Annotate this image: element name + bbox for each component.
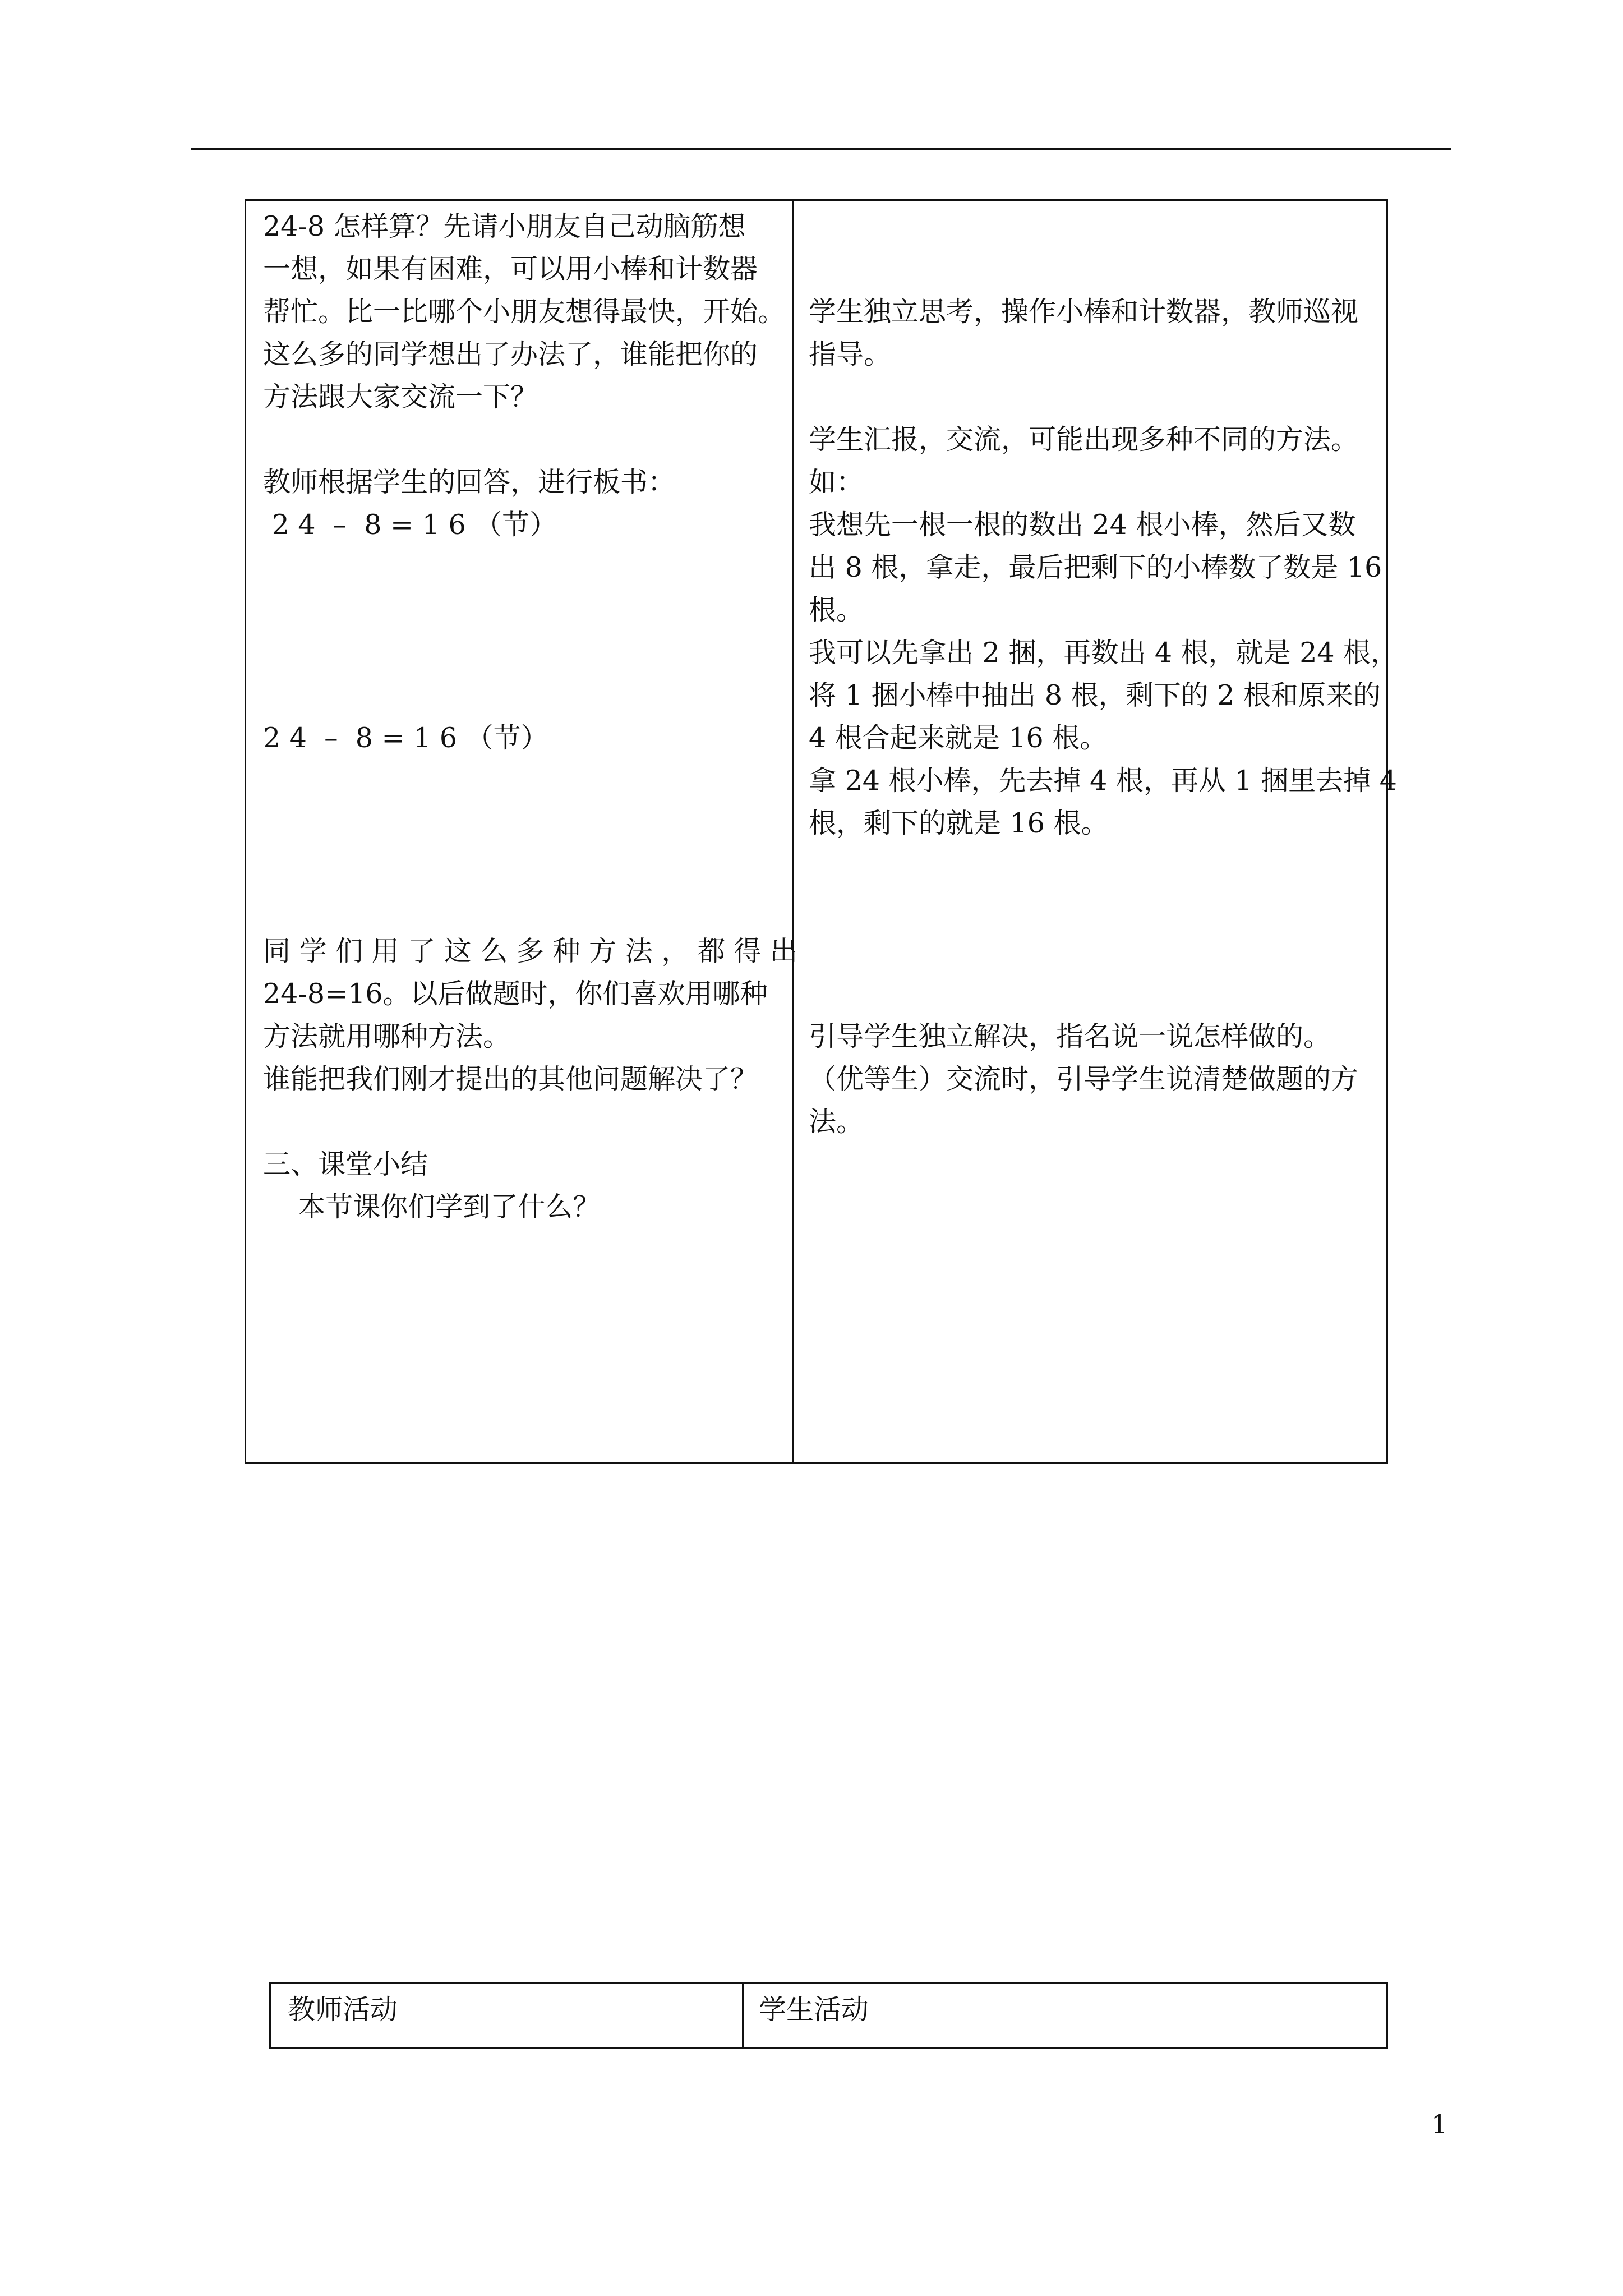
text-line xyxy=(263,760,797,802)
student-activity-cell xyxy=(809,205,1398,1143)
text-line: 根，剩下的就是 16 根。 xyxy=(809,807,1109,839)
text-line: 引导学生独立解决，指名说一说怎样做的。 xyxy=(809,1020,1331,1052)
text-line xyxy=(809,845,1398,887)
text-line: 帮忙。比一比哪个小朋友想得最快，开始。 xyxy=(263,296,786,328)
teacher-activity-header: 教师活动 xyxy=(288,1994,398,2026)
header-rule xyxy=(191,148,1451,150)
text-line: 方法就用哪种方法。 xyxy=(263,1020,511,1052)
text-line: 这么多的同学想出了办法了，谁能把你的 xyxy=(263,338,758,370)
teacher-activity-cell xyxy=(263,205,797,1228)
text-line xyxy=(263,546,797,589)
text-line xyxy=(809,248,1398,291)
text-line: 如： xyxy=(809,466,864,498)
text-line: 拿 24 根小棒，先去掉 4 根，再从 1 捆里去掉 4 xyxy=(809,765,1397,797)
text-line xyxy=(809,376,1398,418)
text-line: 一想，如果有困难，可以用小棒和计数器 xyxy=(263,253,758,285)
text-line: 4 根合起来就是 16 根。 xyxy=(809,722,1108,754)
text-line: 方法跟大家交流一下？ xyxy=(263,381,538,413)
text-line xyxy=(263,845,797,887)
text-line: 三、课堂小结 xyxy=(263,1148,428,1180)
text-line xyxy=(809,205,1398,248)
text-line: 教师根据学生的回答，进行板书： xyxy=(263,466,676,498)
text-line: 我想先一根一根的数出 24 根小棒，然后又数 xyxy=(809,509,1356,541)
text-line: 2 4 – 8 = 1 6 （节） xyxy=(263,722,548,754)
page-number: 1 xyxy=(1431,2109,1448,2139)
column-divider xyxy=(742,1984,744,2047)
text-line: 指导。 xyxy=(809,338,892,370)
text-line: 我可以先拿出 2 捆，再数出 4 根，就是 24 根， xyxy=(809,637,1399,669)
text-line: 学生汇报，交流，可能出现多种不同的方法。 xyxy=(809,424,1359,455)
text-line xyxy=(809,887,1398,930)
text-line xyxy=(263,418,797,461)
text-line xyxy=(263,632,797,674)
text-line xyxy=(263,802,797,845)
text-line: 法。 xyxy=(809,1106,864,1138)
text-line: 本节课你们学到了什么？ xyxy=(263,1191,601,1223)
text-line xyxy=(809,930,1398,973)
text-line: 2 4 – 8 = 1 6 （节） xyxy=(263,509,557,541)
student-activity-header: 学生活动 xyxy=(759,1994,869,2026)
text-line: 谁能把我们刚才提出的其他问题解决了？ xyxy=(263,1063,758,1095)
text-line: 同 学 们 用 了 这 么 多 种 方 法 ， 都 得 出 xyxy=(263,935,798,967)
text-line xyxy=(263,674,797,717)
text-line: 学生独立思考，操作小棒和计数器，教师巡视 xyxy=(809,296,1359,328)
text-line: 出 8 根，拿走，最后把剩下的小棒数了数是 16 xyxy=(809,551,1382,583)
text-line xyxy=(263,887,797,930)
text-line xyxy=(809,973,1398,1015)
text-line: 将 1 捆小棒中抽出 8 根，剩下的 2 根和原来的 xyxy=(809,679,1381,711)
lesson-table xyxy=(245,199,1399,1464)
text-line: 24-8 怎样算？先请小朋友自己动脑筋想 xyxy=(263,210,746,242)
text-line: （优等生）交流时，引导学生说清楚做题的方 xyxy=(809,1063,1359,1095)
text-line: 24-8=16。以后做题时，你们喜欢用哪种 xyxy=(263,978,768,1010)
text-line: 根。 xyxy=(809,594,864,626)
text-line xyxy=(263,589,797,632)
activity-header-table xyxy=(269,1982,1388,2049)
text-line xyxy=(263,1101,797,1143)
